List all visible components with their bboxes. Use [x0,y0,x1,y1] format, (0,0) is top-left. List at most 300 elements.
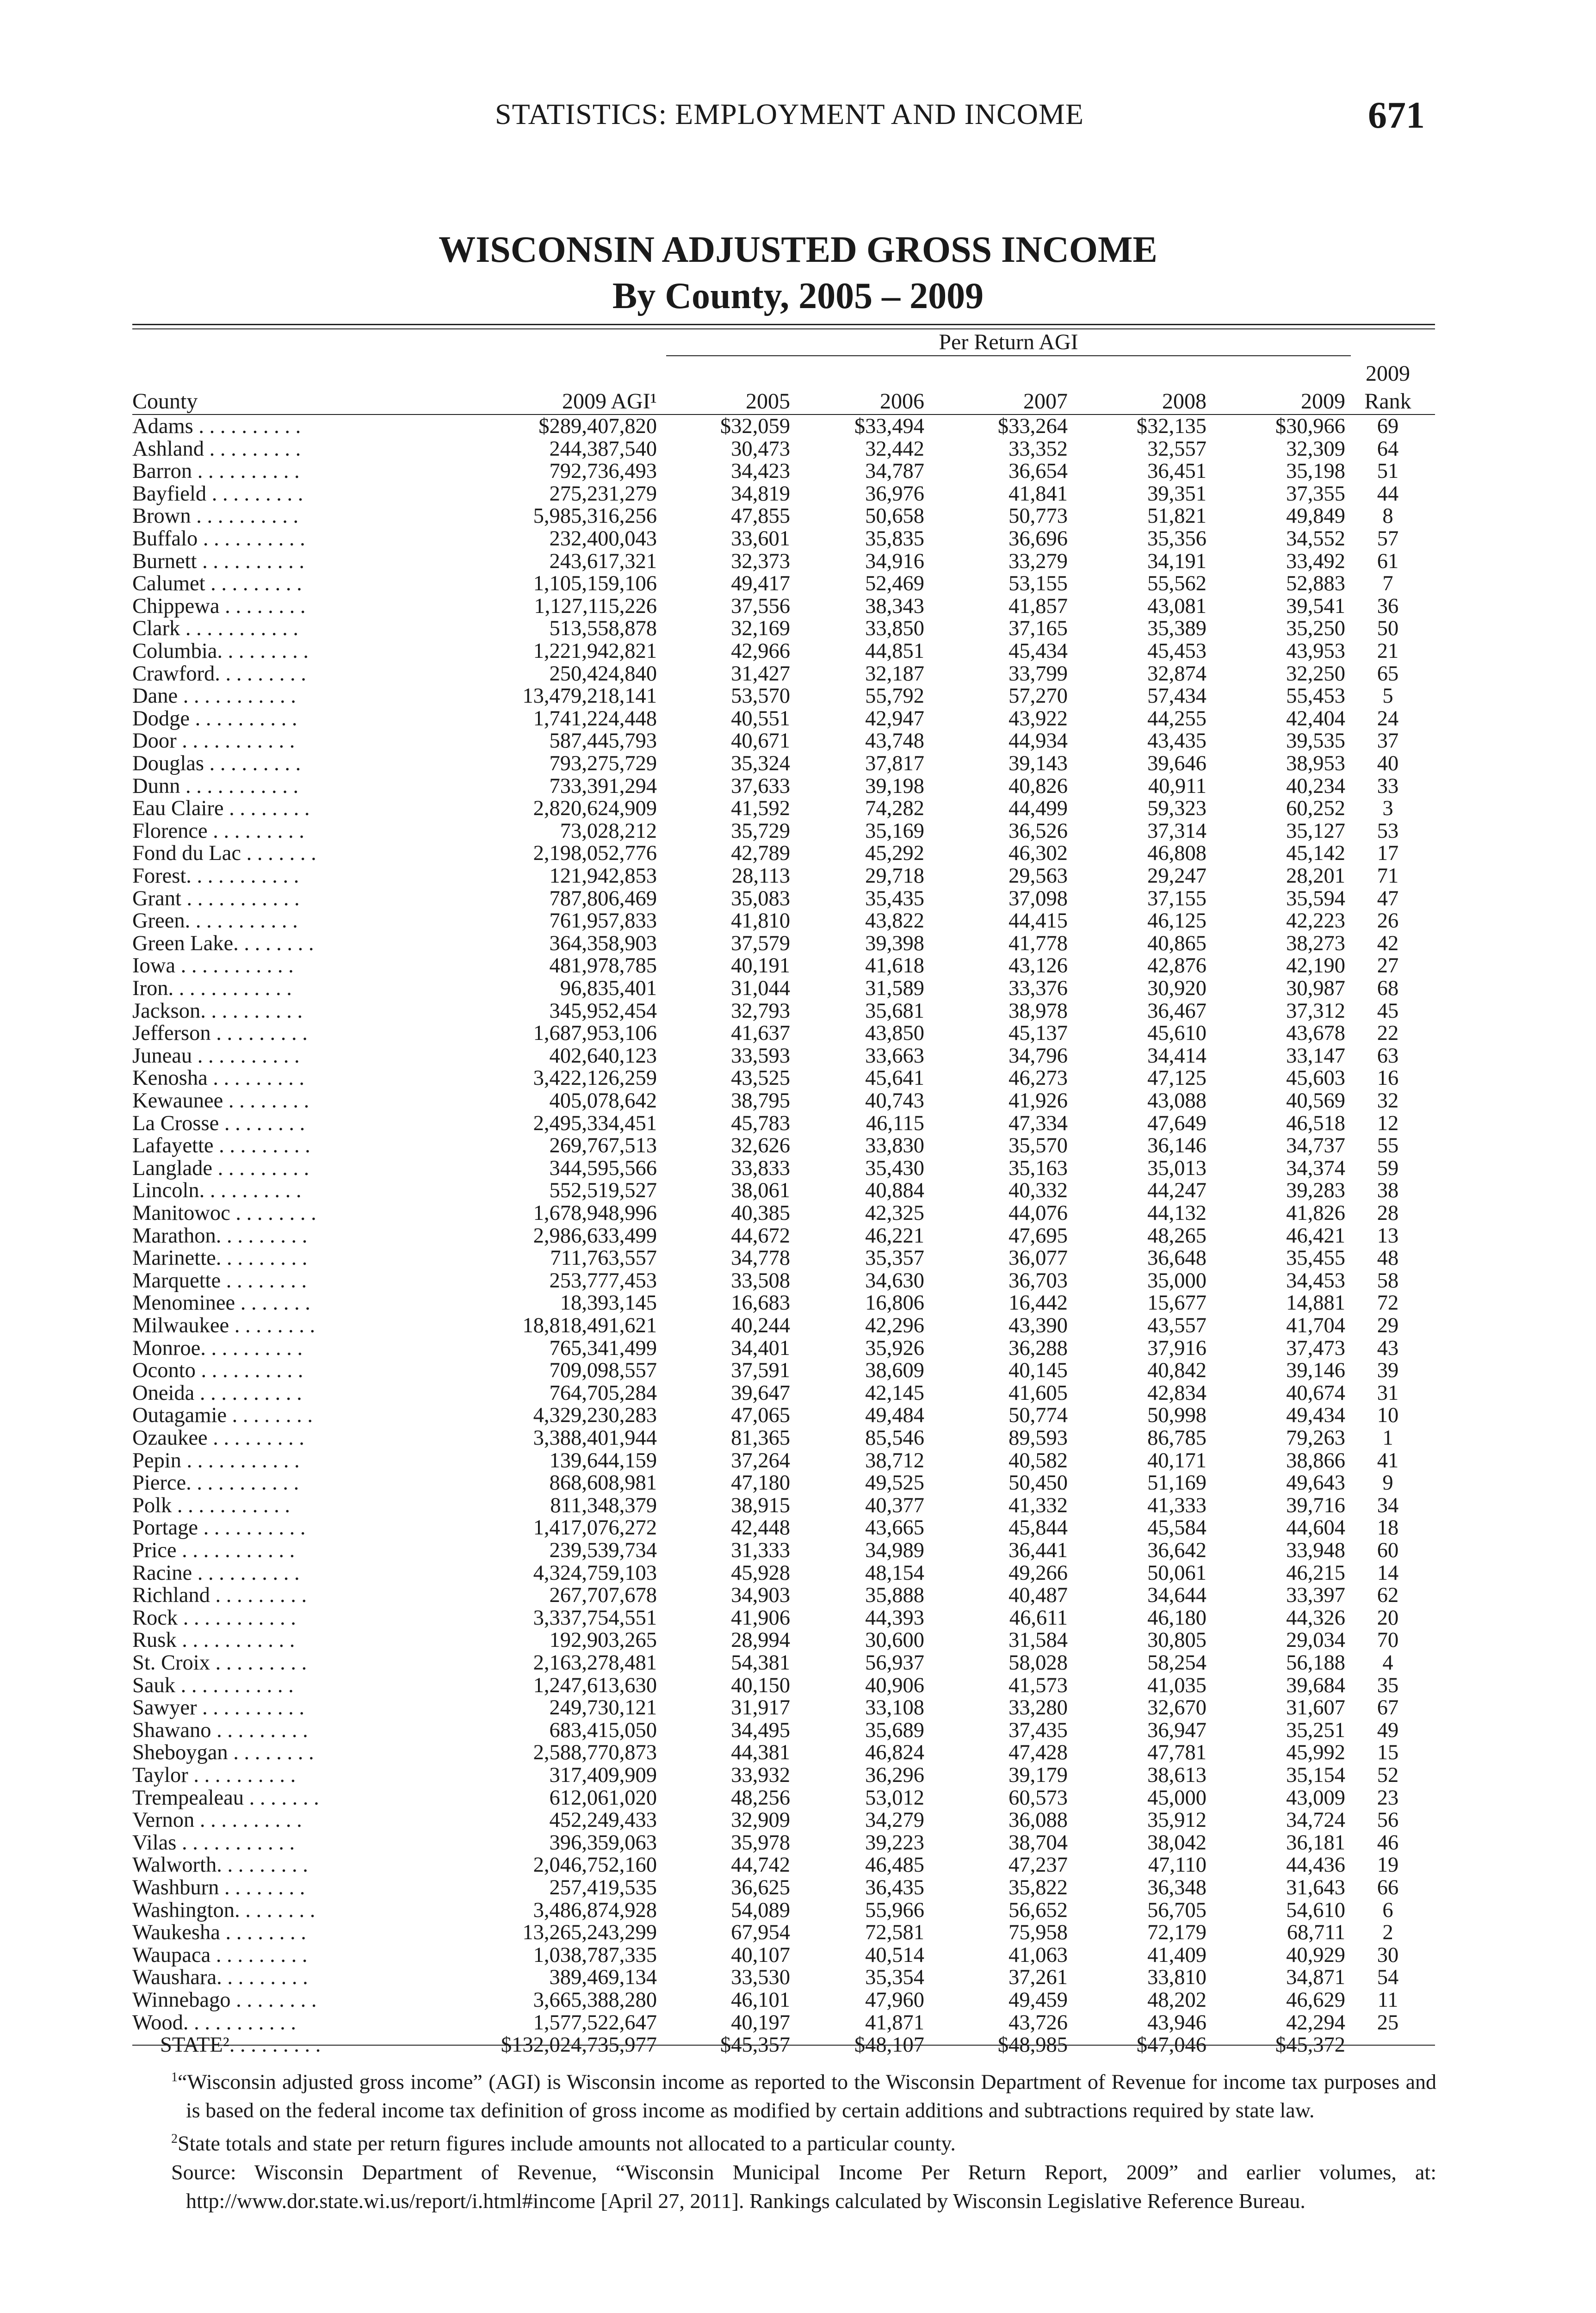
agi-2005-cell: 35,324 [731,752,790,775]
agi-2006-cell: 49,484 [865,1404,924,1428]
agi-2005-cell: 37,579 [731,931,790,955]
agi-2006-cell: 40,743 [865,1089,924,1113]
rank-cell: 40 [1377,752,1399,775]
county-cell: Buffalo . . . . . . . . . . [132,527,305,550]
agi-cell: 317,409,909 [549,1763,657,1787]
agi-2008-cell: 51,169 [1147,1471,1206,1495]
agi-2008-cell: 35,000 [1147,1268,1206,1293]
agi-2009-cell: 45,992 [1286,1741,1345,1765]
county-cell: Vilas . . . . . . . . . . . [132,1831,295,1855]
agi-2007-cell: 40,582 [1008,1448,1068,1472]
rank-cell: 56 [1377,1808,1399,1832]
county-cell: Washburn . . . . . . . . [132,1876,305,1899]
agi-2009-cell: 33,948 [1286,1539,1345,1562]
agi-2006-cell: 49,525 [865,1471,924,1495]
agi-cell: 552,519,527 [549,1179,657,1203]
running-header [171,94,1425,143]
source-text: Source: Wisconsin Department of Revenue, “Wisconsin Municipal Income Per Return Report, 2009” and earlier volumes, at: http://www.dor.state.wi.us/report/i.html#income [April 27, 2011]. Rankings calculated by Wisconsin Legislative Reference Bureau. [171,2160,1436,2213]
agi-2008-cell: 43,435 [1147,729,1206,753]
agi-cell: 364,358,903 [549,931,657,955]
agi-2007-cell: 41,573 [1008,1673,1068,1697]
agi-2007-cell: 41,857 [1008,594,1068,618]
county-cell: Polk . . . . . . . . . . . [132,1493,291,1517]
county-cell: Menominee . . . . . . . [132,1291,310,1315]
agi-2005-cell: 43,525 [731,1066,790,1090]
source-note [171,2158,1436,2215]
agi-2007-cell: 50,774 [1008,1404,1068,1428]
agi-2006-cell: 45,641 [865,1066,924,1090]
agi-2006-cell: 53,012 [865,1786,924,1810]
county-cell: Jackson. . . . . . . . . . [132,999,303,1023]
agi-2006-cell: 34,630 [865,1268,924,1293]
agi-cell: 232,400,043 [549,527,657,550]
footnote-2 [171,2125,1436,2158]
county-cell: Kenosha . . . . . . . . . [132,1066,304,1090]
agi-2008-cell: 15,677 [1147,1291,1206,1315]
agi-2007-cell: 33,799 [1008,662,1068,686]
agi-2007-cell: 41,605 [1008,1381,1068,1405]
agi-2005-cell: 48,256 [731,1786,790,1810]
rank-cell: 52 [1377,1763,1399,1787]
col-head-2007: 2007 [1023,389,1068,414]
rank-cell: 55 [1377,1134,1399,1158]
rank-cell: 27 [1377,954,1399,978]
county-cell: Lafayette . . . . . . . . . [132,1134,310,1158]
rank-cell: 14 [1377,1561,1399,1585]
agi-2006-cell: 56,937 [865,1651,924,1675]
agi-2007-cell: 58,028 [1008,1651,1068,1675]
col-head-2008: 2008 [1162,389,1206,414]
agi-2008-cell: 41,035 [1147,1673,1206,1697]
agi-2008-cell: 37,314 [1147,819,1206,843]
county-cell: Jefferson . . . . . . . . . [132,1021,308,1045]
agi-2009-cell: 39,684 [1286,1673,1345,1697]
agi-cell: 2,495,334,451 [533,1111,657,1135]
col-head-agi: 2009 AGI¹ [562,389,657,414]
agi-2005-cell: 47,855 [731,504,790,528]
agi-2006-cell: 46,485 [865,1853,924,1877]
agi-2006-cell: 33,850 [865,617,924,641]
agi-2007-cell: 41,778 [1008,931,1068,955]
agi-2008-cell: 46,125 [1147,909,1206,933]
agi-2008-cell: 32,557 [1147,437,1206,461]
county-cell: Door . . . . . . . . . . . [132,729,295,753]
agi-cell: 3,665,388,280 [533,1988,657,2012]
agi-2006-cell: 55,966 [865,1898,924,1922]
rank-cell: 32 [1377,1089,1399,1113]
agi-2009-cell: 68,711 [1287,1921,1345,1945]
agi-2007-cell: 41,926 [1008,1089,1068,1113]
agi-2006-cell: 16,806 [865,1291,924,1315]
agi-2009-cell: 36,181 [1286,1831,1345,1855]
rank-cell: 49 [1377,1718,1399,1742]
agi-2008-cell: 40,865 [1147,931,1206,955]
rank-cell: 63 [1377,1044,1399,1068]
agi-2008-cell: 34,191 [1147,549,1206,573]
agi-cell: 18,393,145 [560,1291,657,1315]
agi-2007-cell: 45,434 [1008,639,1068,663]
agi-2007-cell: 44,934 [1008,729,1068,753]
agi-2006-cell: 41,618 [865,954,924,978]
agi-2009-cell: 33,492 [1286,549,1345,573]
agi-2009-cell: 31,607 [1286,1696,1345,1720]
agi-2005-cell: 35,978 [731,1831,790,1855]
agi-cell: 2,163,278,481 [533,1651,657,1675]
agi-cell: 683,415,050 [549,1718,657,1742]
agi-2007-cell: 36,077 [1008,1246,1068,1270]
agi-2006-cell: 37,817 [865,752,924,775]
rank-cell: 17 [1377,841,1399,866]
agi-2006-cell: 33,108 [865,1696,924,1720]
agi-2006-cell: 34,989 [865,1539,924,1562]
agi-2007-cell: 39,143 [1008,752,1068,775]
county-cell: Ozaukee . . . . . . . . . [132,1426,304,1450]
agi-2009-cell: 44,436 [1286,1853,1345,1877]
agi-2008-cell: 35,013 [1147,1156,1206,1180]
agi-cell: 267,707,678 [549,1583,657,1608]
agi-cell: 1,577,522,647 [533,2010,657,2035]
county-cell: Trempealeau . . . . . . . [132,1786,319,1810]
agi-2007-cell: 40,332 [1008,1179,1068,1203]
agi-2006-cell: 42,947 [865,706,924,730]
agi-cell: 2,986,633,499 [533,1224,657,1248]
county-cell: Dodge . . . . . . . . . . [132,706,297,730]
agi-2009-cell: 56,188 [1286,1651,1345,1675]
agi-2008-cell: 58,254 [1147,1651,1206,1675]
agi-2007-cell: 47,428 [1008,1741,1068,1765]
agi-2006-cell: 40,514 [865,1943,924,1967]
agi-2009-cell: 35,198 [1286,459,1345,483]
rank-cell: 16 [1377,1066,1399,1090]
agi-2008-cell: 35,912 [1147,1808,1206,1832]
agi-2005-cell: 40,191 [731,954,790,978]
agi-2009-cell: 37,355 [1286,482,1345,506]
agi-2009-cell: 43,953 [1286,639,1345,663]
agi-2005-cell: 34,903 [731,1583,790,1608]
county-cell: Douglas . . . . . . . . . [132,752,301,775]
agi-2006-cell: 34,279 [865,1808,924,1832]
agi-cell: 793,275,729 [549,752,657,775]
agi-2009-cell: 33,397 [1286,1583,1345,1608]
rank-cell: 36 [1377,594,1399,618]
agi-2009-cell: 40,929 [1286,1943,1345,1967]
footnote-2-mark: 2 [171,2132,178,2146]
agi-2005-cell: $32,059 [720,414,790,438]
rank-cell: 48 [1377,1246,1399,1270]
footnote-1 [171,2063,1436,2125]
agi-2008-cell: 48,265 [1147,1224,1206,1248]
agi-cell: 4,329,230,283 [533,1404,657,1428]
agi-2008-cell: 36,348 [1147,1876,1206,1899]
rank-cell: 18 [1377,1516,1399,1540]
agi-2006-cell: 50,658 [865,504,924,528]
agi-cell: 244,387,540 [549,437,657,461]
agi-2009-cell: 29,034 [1286,1628,1345,1652]
county-cell: Iron. . . . . . . . . . . . [132,977,292,1000]
agi-2008-cell: 50,998 [1147,1404,1206,1428]
county-cell: Forest. . . . . . . . . . . [132,864,299,888]
agi-2009-cell: 39,535 [1286,729,1345,753]
agi-cell: 4,324,759,103 [533,1561,657,1585]
agi-cell: 5,985,316,256 [533,504,657,528]
agi-2006-cell: 32,187 [865,662,924,686]
agi-2008-cell: 36,467 [1147,999,1206,1023]
agi-2009-cell: 42,294 [1286,2010,1345,2035]
agi-2005-cell: 28,994 [731,1628,790,1652]
agi-cell: 2,820,624,909 [533,797,657,821]
rank-cell: 21 [1377,639,1399,663]
agi-2005-cell: 41,592 [731,797,790,821]
county-cell: Clark . . . . . . . . . . . [132,617,299,641]
county-cell: Adams . . . . . . . . . . [132,414,301,438]
rank-cell: 70 [1377,1628,1399,1652]
rank-cell: 12 [1377,1111,1399,1135]
agi-2005-cell: 44,742 [731,1853,790,1877]
rank-cell: 44 [1377,482,1399,506]
county-cell: Florence . . . . . . . . . [132,819,304,843]
agi-cell: 3,422,126,259 [533,1066,657,1090]
col-head-2005: 2005 [746,389,790,414]
agi-2009-cell: 49,434 [1286,1404,1345,1428]
agi-2005-cell: 40,385 [731,1201,790,1225]
agi-2005-cell: 37,264 [731,1448,790,1472]
agi-2007-cell: 60,573 [1008,1786,1068,1810]
rank-cell: 4 [1382,1651,1393,1675]
agi-2006-cell: 74,282 [865,797,924,821]
agi-cell: 1,247,613,630 [533,1673,657,1697]
agi-2009-cell: 32,250 [1286,662,1345,686]
agi-2009-cell: 39,146 [1286,1359,1345,1383]
agi-2008-cell: 36,146 [1147,1134,1206,1158]
county-cell: Juneau . . . . . . . . . . [132,1044,300,1068]
county-cell: Marquette . . . . . . . . [132,1268,307,1293]
agi-2005-cell: 37,556 [731,594,790,618]
county-cell: Washington. . . . . . . . [132,1898,315,1922]
agi-2005-cell: 40,551 [731,706,790,730]
agi-2006-cell: 38,712 [865,1448,924,1472]
county-cell: Green. . . . . . . . . . . [132,909,298,933]
agi-2006-cell: 36,435 [865,1876,924,1899]
agi-cell: 1,678,948,996 [533,1201,657,1225]
agi-cell: 1,127,115,226 [534,594,657,618]
agi-2006-cell: 46,115 [866,1111,924,1135]
agi-cell: 1,221,942,821 [533,639,657,663]
agi-2007-cell: 39,179 [1008,1763,1068,1787]
agi-2008-cell: 45,610 [1147,1021,1206,1045]
agi-cell: 452,249,433 [549,1808,657,1832]
rank-cell: 66 [1377,1876,1399,1899]
agi-2009-cell: 35,250 [1286,617,1345,641]
col-head-county: County [132,389,198,414]
agi-2009-cell: 43,678 [1286,1021,1345,1045]
agi-2005-cell: 30,473 [731,437,790,461]
agi-cell: 139,644,159 [549,1448,657,1472]
agi-2006-cell: 43,822 [865,909,924,933]
agi-2009-cell: 49,849 [1286,504,1345,528]
rank-cell: 71 [1377,864,1399,888]
agi-2005-cell: 41,637 [731,1021,790,1045]
agi-2007-cell: 44,076 [1008,1201,1068,1225]
table-title: WISCONSIN ADJUSTED GROSS INCOME [439,229,1157,270]
agi-2007-cell: 38,704 [1008,1831,1068,1855]
agi-2008-cell: 35,389 [1147,617,1206,641]
agi-2006-cell: 33,830 [865,1134,924,1158]
agi-2006-cell: 55,792 [865,684,924,708]
county-cell: Sheboygan . . . . . . . . [132,1741,314,1765]
agi-2007-cell: 44,499 [1008,797,1068,821]
running-title: STATISTICS: EMPLOYMENT AND INCOME [495,98,1084,130]
agi-2006-cell: 42,325 [865,1201,924,1225]
agi-2005-cell: 45,928 [731,1561,790,1585]
table-bottom-rule [132,2045,1435,2046]
agi-2008-cell: 45,584 [1147,1516,1206,1540]
agi-2006-cell: 43,850 [865,1021,924,1045]
agi-2006-cell: 72,581 [865,1921,924,1945]
rank-cell: 58 [1377,1268,1399,1293]
agi-2008-cell: 42,876 [1147,954,1206,978]
agi-2005-cell: 32,169 [731,617,790,641]
agi-2008-cell: 29,247 [1147,864,1206,888]
county-cell: Outagamie . . . . . . . . [132,1404,313,1428]
agi-2005-cell: 37,591 [731,1359,790,1383]
footnote-2-text: State totals and state per return figures include amounts not allocated to a particular county. [178,2131,956,2155]
agi-cell: 1,417,076,272 [533,1516,657,1540]
agi-cell: 792,736,493 [549,459,657,483]
agi-2006-cell: 31,589 [865,977,924,1000]
rank-cell: 54 [1377,1966,1399,1990]
agi-2007-cell: 33,376 [1008,977,1068,1000]
agi-cell: 1,038,787,335 [533,1943,657,1967]
agi-2005-cell: 32,626 [731,1134,790,1158]
agi-2008-cell: 36,648 [1147,1246,1206,1270]
agi-cell: 1,741,224,448 [533,706,657,730]
agi-cell: 1,687,953,106 [533,1021,657,1045]
agi-cell: 711,763,557 [550,1246,657,1270]
county-cell: Lincoln. . . . . . . . . . [132,1179,302,1203]
county-cell: Milwaukee . . . . . . . . [132,1314,315,1337]
county-cell: Kewaunee . . . . . . . . [132,1089,309,1113]
agi-2006-cell: 48,154 [865,1561,924,1585]
agi-2008-cell: 46,808 [1147,841,1206,866]
agi-2008-cell: 86,785 [1147,1426,1206,1450]
rank-cell: 42 [1377,931,1399,955]
agi-2006-cell: $33,494 [854,414,924,438]
agi-2005-cell: 33,508 [731,1268,790,1293]
agi-2006-cell: 35,689 [865,1718,924,1742]
agi-2005-cell: 47,065 [731,1404,790,1428]
rank-cell: 29 [1377,1314,1399,1337]
rank-cell: 22 [1377,1021,1399,1045]
agi-2008-cell: 40,171 [1147,1448,1206,1472]
rank-cell: 20 [1377,1606,1399,1630]
agi-cell: 733,391,294 [549,774,657,798]
agi-cell: 345,952,454 [549,999,657,1023]
agi-2007-cell: 33,280 [1008,1696,1068,1720]
agi-2005-cell: 34,495 [731,1718,790,1742]
agi-2008-cell: 72,179 [1147,1921,1206,1945]
agi-2009-cell: 33,147 [1286,1044,1345,1068]
agi-2007-cell: 40,487 [1008,1583,1068,1608]
agi-2009-cell: 40,569 [1286,1089,1345,1113]
table-top-rule [132,324,1435,325]
agi-2008-cell: 43,088 [1147,1089,1206,1113]
agi-2009-cell: 44,326 [1286,1606,1345,1630]
rank-cell: 53 [1377,819,1399,843]
agi-2006-cell: 47,960 [865,1988,924,2012]
rank-cell: 60 [1377,1539,1399,1562]
agi-2007-cell: 35,822 [1008,1876,1068,1899]
agi-2007-cell: 35,570 [1008,1134,1068,1158]
agi-2007-cell: 45,844 [1008,1516,1068,1540]
agi-2006-cell: 42,296 [865,1314,924,1337]
agi-2006-cell: 35,926 [865,1336,924,1360]
table-notes [171,2063,1436,2215]
agi-2009-cell: 40,234 [1286,774,1345,798]
agi-2005-cell: 44,672 [731,1224,790,1248]
agi-2005-cell: 38,795 [731,1089,790,1113]
agi-2005-cell: 16,683 [731,1291,790,1315]
rank-cell: 41 [1377,1448,1399,1472]
county-cell: Dunn . . . . . . . . . . . [132,774,299,798]
agi-2008-cell: 50,061 [1147,1561,1206,1585]
agi-2009-cell: 34,724 [1286,1808,1345,1832]
agi-2008-cell: 47,781 [1147,1741,1206,1765]
agi-cell: 344,595,566 [549,1156,657,1180]
agi-2007-cell: 34,796 [1008,1044,1068,1068]
agi-2006-cell: 39,198 [865,774,924,798]
county-cell: Waushara. . . . . . . . . [132,1966,308,1990]
rank-cell: 46 [1377,1831,1399,1855]
agi-cell: 243,617,321 [549,549,657,573]
agi-2009-cell: $30,966 [1275,414,1345,438]
agi-2009-cell: 79,263 [1286,1426,1345,1450]
agi-2007-cell: 57,270 [1008,684,1068,708]
county-cell: Wood. . . . . . . . . . . [132,2010,297,2035]
agi-2009-cell: 34,374 [1286,1156,1345,1180]
agi-2008-cell: 47,125 [1147,1066,1206,1090]
agi-2005-cell: 34,423 [731,459,790,483]
agi-2007-cell: 46,273 [1008,1066,1068,1090]
agi-2008-cell: $32,135 [1136,414,1206,438]
agi-2009-cell: 32,309 [1286,437,1345,461]
rank-cell: 26 [1377,909,1399,933]
county-cell: STATE². . . . . . . . . [160,2033,321,2057]
agi-2008-cell: 41,333 [1147,1493,1206,1517]
rank-cell: 64 [1377,437,1399,461]
agi-2006-cell: 35,169 [865,819,924,843]
agi-2005-cell: 42,789 [731,841,790,866]
agi-2009-cell: 42,223 [1286,909,1345,933]
agi-2005-cell: 67,954 [731,1921,790,1945]
agi-2008-cell: 41,409 [1147,1943,1206,1967]
agi-2009-cell: 35,127 [1286,819,1345,843]
agi-2005-cell: 81,365 [731,1426,790,1450]
agi-2007-cell: 50,450 [1008,1471,1068,1495]
agi-2008-cell: 33,810 [1147,1966,1206,1990]
rank-cell: 39 [1377,1359,1399,1383]
agi-2005-cell: 49,417 [731,572,790,596]
agi-2007-cell: 41,063 [1008,1943,1068,1967]
county-cell: La Crosse . . . . . . . . [132,1111,305,1135]
agi-2008-cell: 30,805 [1147,1628,1206,1652]
rank-cell: 6 [1382,1898,1393,1922]
agi-2007-cell: 50,773 [1008,504,1068,528]
county-cell: Grant . . . . . . . . . . . [132,886,300,910]
agi-cell: 389,469,134 [549,1966,657,1990]
agi-2008-cell: 35,356 [1147,527,1206,550]
rank-cell: 37 [1377,729,1399,753]
agi-2005-cell: 34,778 [731,1246,790,1270]
